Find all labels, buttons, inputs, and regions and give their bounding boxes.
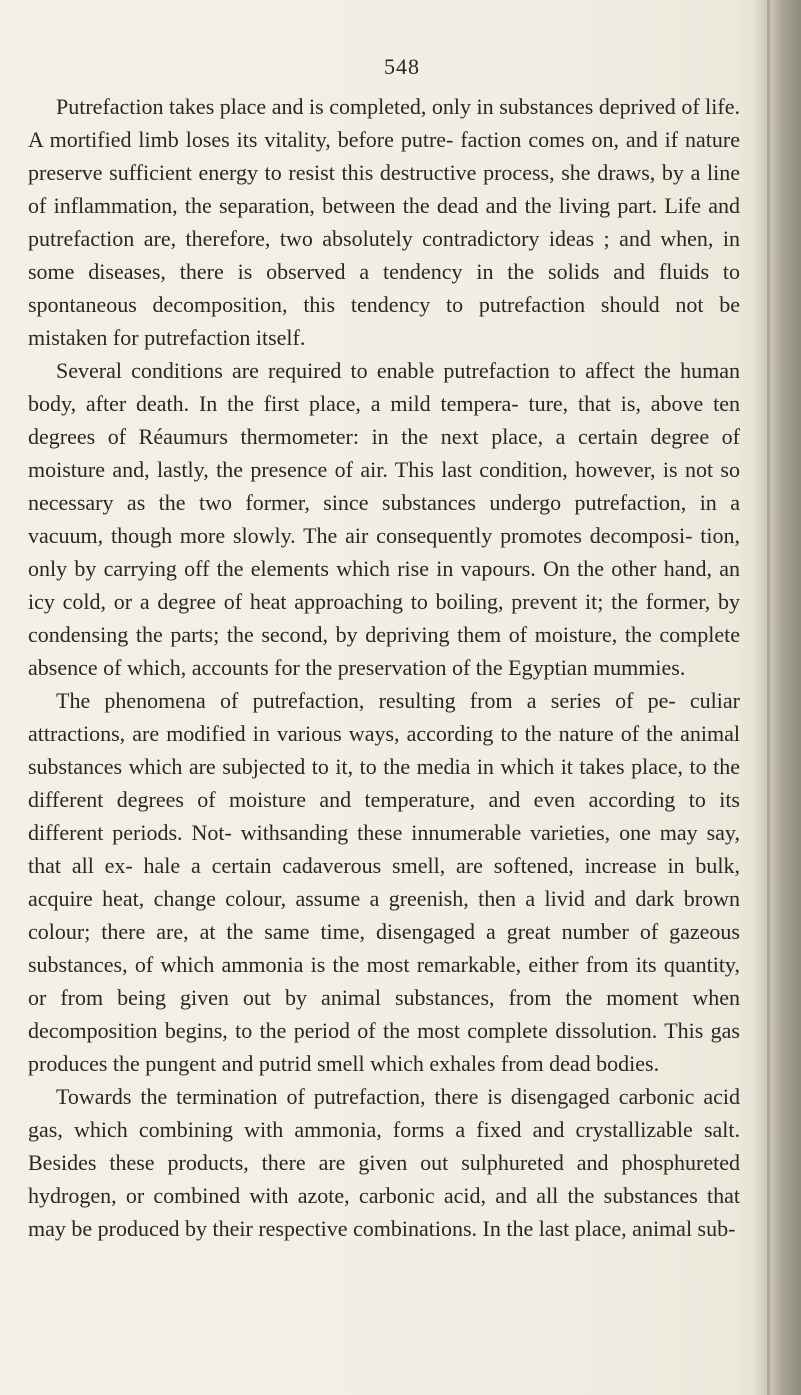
binding-crease	[767, 0, 770, 1395]
paragraph-putrefaction-conditions-of-life: Putrefaction takes place and is completed, only in substances deprived of life. A mortified limb loses its vitality, before putre- faction comes on, and if nature preserve sufficient energy to resist this destructive process, she draws, by a line of inflammation, the separation, between the dead and the living part. Life and putrefaction are, therefore, two absolutely contradictory ideas ; and when, in some diseases, there is observed a tendency in the solids and fluids to spontaneous decomposition, this tendency to putrefaction should not be mistaken for putrefaction itself.	[28, 94, 740, 350]
paragraph-termination: Towards the termination of putrefaction, there is disengaged carbonic acid gas, which combining with ammonia, forms a fixed and crystallizable salt. Besides these products, there are given out sulphureted and phosphureted hydrogen, or combined with azote, carbonic acid, and all the substances that may be produced by their respective combinations. In the last place, animal sub-	[28, 1084, 740, 1241]
paragraph-phenomena: The phenomena of putrefaction, resulting from a series of pe- culiar attractions, are modified in various ways, according to the nature of the animal substances which are subjected to it, to the media in which it takes place, to the different degrees of moisture and temperature, and even according to its different periods. Not- withsanding these innumerable varieties, one may say, that all ex- hale a certain cadaverous smell, are softened, increase in bulk, acquire heat, change colour, assume a greenish, then a livid and dark brown colour; there are, at the same time, disengaged a great number of gazeous substances, of which ammonia is the most remarkable, either from its quantity, or from being given out by animal substances, from the moment when decomposition begins, to the period of the most complete dissolution. This gas produces the pungent and putrid smell which exhales from dead bodies.	[28, 688, 740, 1076]
page-gutter-edge	[755, 0, 801, 1395]
page-number: 548	[384, 54, 420, 79]
paragraph-conditions-required: Several conditions are required to enable putrefaction to affect the human body, after death. In the first place, a mild tempera- ture, that is, above ten degrees of Réaumurs thermometer: in the next place, a certain degree of moisture and, lastly, the presence of air. This last condition, however, is not so necessary as the two former, since substances undergo putrefaction, in a vacuum, though more slowly. The air consequently promotes decomposi- tion, only by carrying off the elements which rise in vapours. On the other hand, an icy cold, or a degree of heat approaching to boiling, prevent it; the former, by condensing the parts; the second, by depriving them of moisture, the complete absence of which, accounts for the preservation of the Egyptian mummies.	[28, 358, 740, 680]
body-text	[28, 90, 740, 1245]
